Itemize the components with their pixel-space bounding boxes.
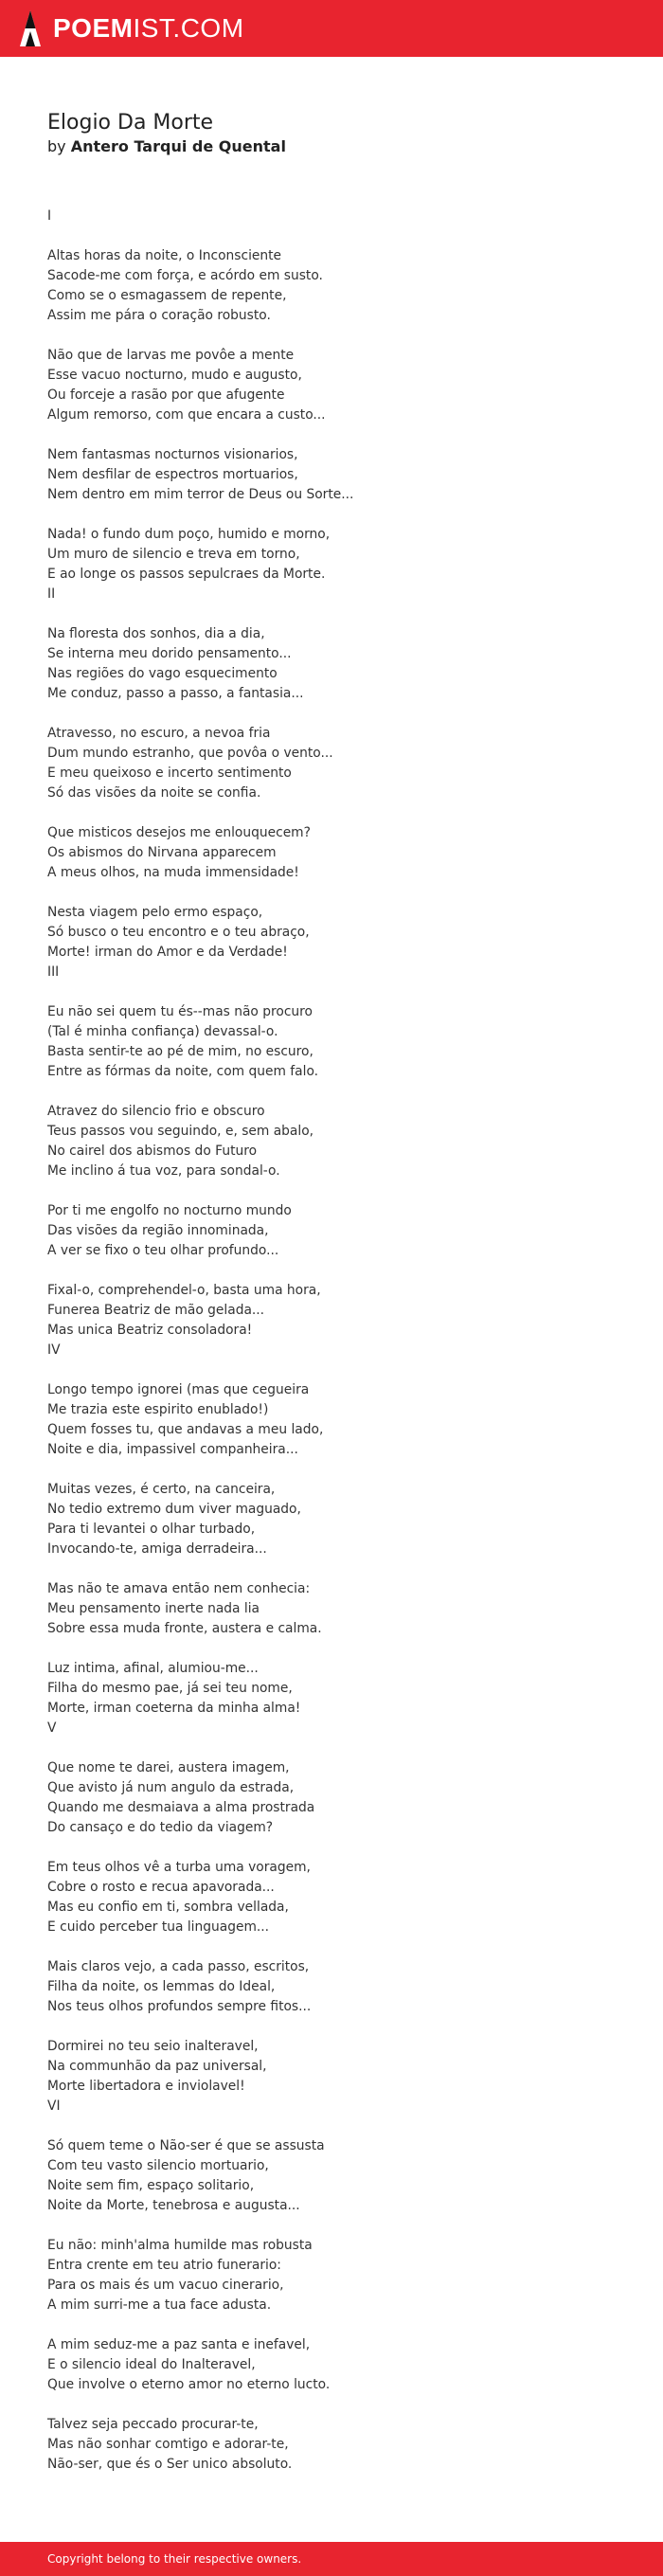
poem-line: Nada! o fundo dum poço, humido e morno, — [47, 527, 331, 542]
poem-line: Sobre essa muda fronte, austera e calma. — [47, 1621, 322, 1636]
poem-line: Noite sem fim, espaço solitario, — [47, 2178, 255, 2193]
poem-line: Noite e dia, impassivel companheira... — [47, 1442, 298, 1457]
poem-line: A mim surri-me a tua face adusta. — [47, 2297, 272, 2313]
poem-line: Me inclino á tua voz, para sondal-o. — [47, 1163, 280, 1179]
poem-line: Se interna meu dorido pensamento... — [47, 646, 292, 661]
by-label: by — [47, 137, 66, 155]
poem-line: Que misticos desejos me enlouquecem? — [47, 825, 311, 840]
poem-line: Longo tempo ignorei (mas que cegueira — [47, 1382, 310, 1397]
poem-line: Na communhão da paz universal, — [47, 2059, 267, 2074]
stanza-break — [47, 883, 616, 903]
poem-line: A mim seduz-me a paz santa e inefavel, — [47, 2337, 311, 2352]
poem-line: Morte! irman do Amor e da Verdade! — [47, 945, 288, 960]
poem-line: Algum remorso, com que encara a custo... — [47, 407, 326, 423]
poem-line: Meu pensamento inerte nada lia — [47, 1601, 260, 1616]
poem-line: Esse vacuo nocturno, mudo e augusto, — [47, 368, 302, 383]
stanza-break — [47, 505, 616, 525]
poem-content — [47, 110, 616, 2475]
poem-line: Que nome te darei, austera imagem, — [47, 1760, 290, 1775]
stanza-break — [47, 2017, 616, 2037]
stanza-break — [47, 326, 616, 346]
poem-line: E meu queixoso e incerto sentimento — [47, 766, 292, 781]
stanza-break — [47, 1181, 616, 1201]
poem-line: Assim me pára o coração robusto. — [47, 308, 271, 323]
poem-line: Muitas vezes, é certo, na canceira, — [47, 1482, 276, 1497]
poem-line: Com teu vasto silencio mortuario, — [47, 2158, 269, 2173]
logo-text-bold: POEM — [53, 13, 134, 43]
poem-title: Elogio Da Morte — [47, 111, 214, 135]
stanza-break — [47, 704, 616, 724]
stanza-break — [47, 425, 616, 445]
poem-line: Filha do mesmo pae, já sei teu nome, — [47, 1681, 293, 1696]
poem-line: I — [47, 208, 52, 224]
stanza-break — [47, 2117, 616, 2136]
stanza-break — [47, 803, 616, 823]
poem-line: Nesta viagem pelo ermo espaço, — [47, 905, 263, 920]
poem-line: Nem fantasmas nocturnos visionarios, — [47, 447, 298, 462]
poem-line: E cuido perceber tua linguagem... — [47, 1919, 270, 1935]
poem-line: Entra crente em teu atrio funerario: — [47, 2258, 281, 2273]
poem-line: No tedio extremo dum viver maguado, — [47, 1502, 301, 1517]
poem-line: Funerea Beatriz de mão gelada... — [47, 1303, 265, 1318]
poem-line: Mas unica Beatriz consoladora! — [47, 1323, 253, 1338]
poem-line: Nem dentro em mim terror de Deus ou Sorte... — [47, 487, 354, 502]
poem-line: Morte, irman coeterna da minha alma! — [47, 1701, 301, 1716]
stanza-break — [47, 2315, 616, 2335]
poem-line: VI — [47, 2099, 61, 2114]
poem-line: Noite da Morte, tenebrosa e augusta... — [47, 2198, 300, 2213]
poem-line: III — [47, 964, 60, 980]
author-name[interactable]: Antero Tarqui de Quental — [70, 137, 286, 155]
pencil-tip-icon — [17, 9, 44, 48]
poem-line: Mais claros vejo, a cada passo, escritos, — [47, 1959, 310, 1974]
poem-line: Sacode-me com força, e acórdo em susto. — [47, 268, 323, 283]
poem-line: Só busco o teu encontro e o teu abraço, — [47, 925, 310, 940]
poem-line: V — [47, 1720, 57, 1736]
stanza-break — [47, 1738, 616, 1758]
poem-line: Como se o esmagassem de repente, — [47, 288, 287, 303]
poem-line: A ver se fixo o teu olhar profundo... — [47, 1243, 279, 1258]
poem-line: Um muro de silencio e treva em torno, — [47, 547, 300, 562]
byline — [47, 136, 616, 157]
stanza-break — [47, 226, 616, 246]
poem-line: E ao longe os passos sepulcraes da Morte. — [47, 567, 326, 582]
poem-line: Que avisto já num angulo da estrada, — [47, 1780, 295, 1795]
poem-line: Nas regiões do vago esquecimento — [47, 666, 278, 681]
poem-line: Atravesso, no escuro, a nevoa fria — [47, 726, 271, 741]
poem-line: No cairel dos abismos do Futuro — [47, 1144, 258, 1159]
stanza-break — [47, 982, 616, 1002]
poem-line: Dum mundo estranho, que povôa o vento... — [47, 746, 333, 761]
poem-line: Talvez seja peccado procurar-te, — [47, 2417, 259, 2432]
poem-body — [47, 207, 616, 2475]
stanza-break — [47, 1360, 616, 1380]
stanza-break — [47, 1838, 616, 1858]
stanza-break — [47, 1261, 616, 1281]
stanza-break — [47, 1639, 616, 1659]
poem-line: Basta sentir-te ao pé de mim, no escuro, — [47, 1044, 314, 1059]
poem-line: Altas horas da noite, o Inconsciente — [47, 248, 282, 263]
poem-line: Cobre o rosto e recua apavorada... — [47, 1880, 275, 1895]
site-footer — [0, 2542, 663, 2576]
poem-line: (Tal é minha confiança) devassal-o. — [47, 1024, 278, 1039]
poem-line: Mas não sonhar comtigo e adorar-te, — [47, 2437, 289, 2452]
poem-line: Atravez do silencio frio e obscuro — [47, 1104, 265, 1119]
poem-line: Os abismos do Nirvana apparecem — [47, 845, 277, 860]
poem-line: IV — [47, 1342, 61, 1358]
poem-line: Só quem teme o Não-ser é que se assusta — [47, 2138, 325, 2153]
site-logo[interactable] — [17, 9, 244, 48]
poem-line: Na floresta dos sonhos, dia a dia, — [47, 626, 265, 641]
stanza-break — [47, 1460, 616, 1480]
stanza-break — [47, 604, 616, 624]
poem-line: Fixal-o, comprehendel-o, basta uma hora, — [47, 1283, 321, 1298]
poem-line: Não-ser, que és o Ser unico absoluto. — [47, 2457, 293, 2472]
poem-line: Eu não sei quem tu és--mas não procuro — [47, 1004, 313, 1019]
stanza-break — [47, 2216, 616, 2236]
poem-line: Das visões da região innominada, — [47, 1223, 269, 1238]
poem-line: Mas não te amava então nem conhecia: — [47, 1581, 311, 1596]
stanza-break — [47, 2395, 616, 2415]
poem-line: Filha da noite, os lemmas do Ideal, — [47, 1979, 276, 1994]
site-header — [0, 0, 663, 57]
site-logo-text — [53, 15, 244, 42]
poem-line: Quando me desmaiava a alma prostrada — [47, 1800, 315, 1815]
stanza-break — [47, 1082, 616, 1102]
poem-line: Não que de larvas me povôe a mente — [47, 348, 295, 363]
logo-text-rest: IST.COM — [133, 13, 244, 43]
poem-line: Quem fosses tu, que andavas a meu lado, — [47, 1422, 324, 1437]
poem-line: Por ti me engolfo no nocturno mundo — [47, 1203, 292, 1218]
copyright-text: Copyright belong to their respective owners. — [47, 2552, 302, 2566]
poem-line: Para os mais és um vacuo cinerario, — [47, 2278, 284, 2293]
poem-line: Que involve o eterno amor no eterno lucto. — [47, 2377, 331, 2392]
poem-line: Me conduz, passo a passo, a fantasia... — [47, 686, 304, 701]
poem-line: Morte libertadora e inviolavel! — [47, 2079, 245, 2094]
poem-line: II — [47, 586, 56, 602]
poem-line: Do cansaço e do tedio da viagem? — [47, 1820, 274, 1835]
poem-line: Só das visões da noite se confia. — [47, 785, 261, 801]
poem-line: Mas eu confio em ti, sombra vellada, — [47, 1900, 289, 1915]
poem-line: Em teus olhos vê a turba uma voragem, — [47, 1860, 311, 1875]
poem-line: Dormirei no teu seio inalteravel, — [47, 2039, 259, 2054]
poem-line: Invocando-te, amiga derradeira... — [47, 1541, 267, 1557]
stanza-break — [47, 1559, 616, 1579]
poem-line: Nem desfilar de espectros mortuarios, — [47, 467, 298, 482]
poem-line: E o silencio ideal do Inalteravel, — [47, 2357, 256, 2372]
poem-line: A meus olhos, na muda immensidade! — [47, 865, 299, 880]
poem-line: Luz intima, afinal, alumiou-me... — [47, 1661, 259, 1676]
poem-line: Nos teus olhos profundos sempre fitos... — [47, 1999, 312, 2014]
stanza-break — [47, 1937, 616, 1957]
poem-line: Ou forceje a rasão por que afugente — [47, 387, 285, 403]
poem-line: Eu não: minh'alma humilde mas robusta — [47, 2238, 313, 2253]
poem-line: Me trazia este espirito enublado!) — [47, 1402, 269, 1417]
poem-line: Para ti levantei o olhar turbado, — [47, 1522, 256, 1537]
poem-line: Entre as fórmas da noite, com quem falo. — [47, 1064, 319, 1079]
poem-line: Teus passos vou seguindo, e, sem abalo, — [47, 1124, 314, 1139]
